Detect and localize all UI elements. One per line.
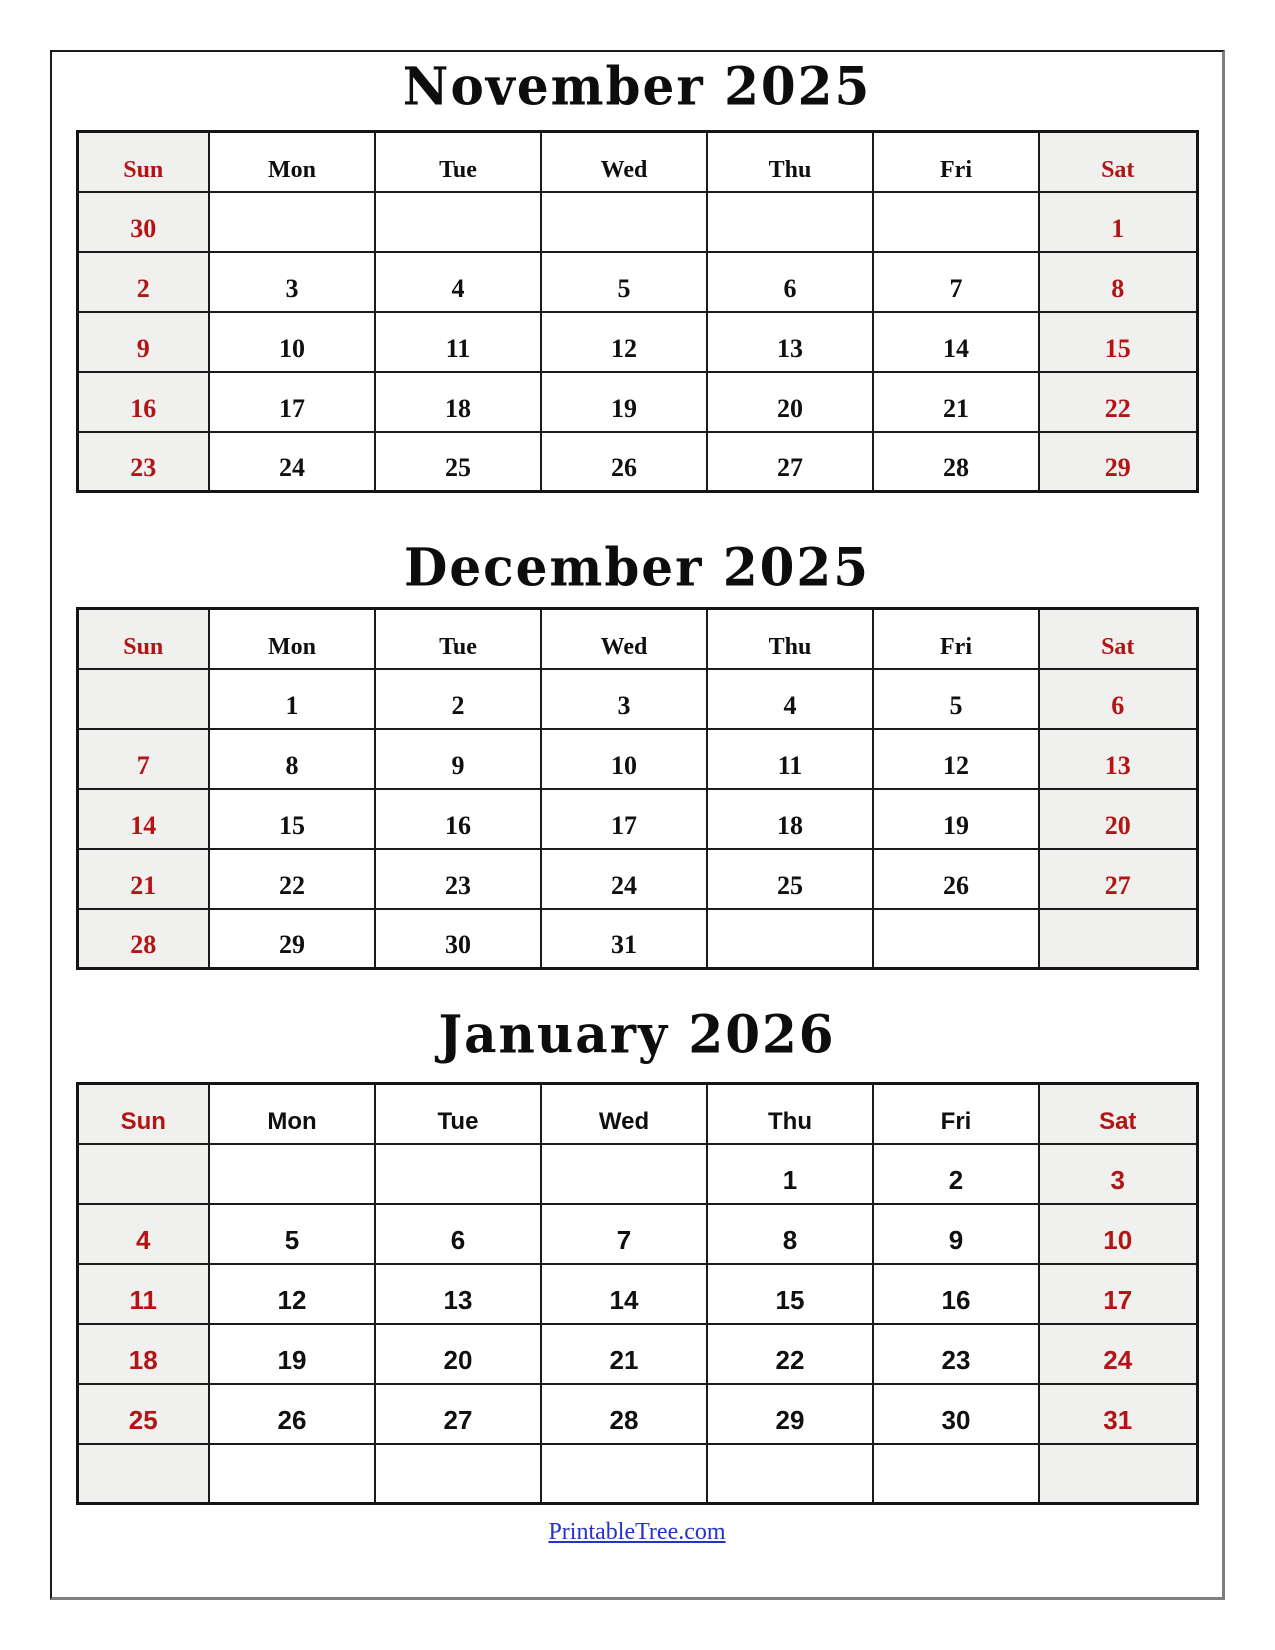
day-cell: 27 (707, 432, 873, 492)
week-row (77, 669, 1197, 729)
month-section (52, 56, 1222, 493)
day-cell: 12 (209, 1264, 375, 1324)
day-cell: 18 (375, 372, 541, 432)
day-cell (77, 1444, 209, 1504)
page-frame (50, 50, 1225, 1600)
day-cell (209, 1444, 375, 1504)
week-row (77, 1444, 1197, 1504)
day-cell: 27 (375, 1384, 541, 1444)
calendar-table (76, 130, 1199, 493)
weekday-header-cell: Sun (77, 1084, 209, 1144)
day-cell (1039, 1444, 1197, 1504)
weekday-header-cell: Mon (209, 1084, 375, 1144)
weekday-header-cell: Sat (1039, 609, 1197, 669)
weekday-header-cell: Tue (375, 1084, 541, 1144)
day-cell: 29 (209, 909, 375, 969)
day-cell: 11 (375, 312, 541, 372)
day-cell (541, 1144, 707, 1204)
day-cell: 3 (1039, 1144, 1197, 1204)
week-row (77, 789, 1197, 849)
week-row (77, 1144, 1197, 1204)
day-cell (707, 192, 873, 252)
day-cell: 2 (77, 252, 209, 312)
day-cell: 6 (375, 1204, 541, 1264)
day-cell: 20 (707, 372, 873, 432)
day-cell: 5 (873, 669, 1039, 729)
week-row (77, 1264, 1197, 1324)
day-cell: 25 (375, 432, 541, 492)
day-cell: 23 (77, 432, 209, 492)
month-title: January 2026 (438, 1003, 836, 1066)
day-cell: 19 (209, 1324, 375, 1384)
week-row (77, 192, 1197, 252)
day-cell: 22 (707, 1324, 873, 1384)
weekday-header-row (77, 132, 1197, 192)
day-cell: 24 (541, 849, 707, 909)
day-cell: 17 (209, 372, 375, 432)
week-row (77, 312, 1197, 372)
weekday-header-cell: Mon (209, 132, 375, 192)
page-footer (52, 1519, 1222, 1546)
day-cell: 1 (209, 669, 375, 729)
week-row (77, 729, 1197, 789)
day-cell: 28 (873, 432, 1039, 492)
day-cell: 2 (375, 669, 541, 729)
footer-link[interactable]: PrintableTree.com (548, 1519, 726, 1545)
day-cell: 26 (541, 432, 707, 492)
day-cell: 20 (375, 1324, 541, 1384)
day-cell: 1 (707, 1144, 873, 1204)
weekday-header-cell: Thu (707, 1084, 873, 1144)
day-cell: 18 (707, 789, 873, 849)
weekday-header-cell: Fri (873, 1084, 1039, 1144)
weekday-header-cell: Tue (375, 132, 541, 192)
day-cell: 31 (541, 909, 707, 969)
day-cell: 30 (77, 192, 209, 252)
day-cell: 28 (541, 1384, 707, 1444)
day-cell: 21 (541, 1324, 707, 1384)
day-cell: 4 (375, 252, 541, 312)
day-cell (375, 1444, 541, 1504)
month-title: November 2025 (402, 55, 872, 118)
weekday-header-cell: Tue (375, 609, 541, 669)
day-cell: 6 (1039, 669, 1197, 729)
day-cell: 8 (707, 1204, 873, 1264)
weekday-header-cell: Sun (77, 132, 209, 192)
day-cell: 24 (209, 432, 375, 492)
day-cell: 26 (873, 849, 1039, 909)
day-cell: 23 (873, 1324, 1039, 1384)
day-cell: 1 (1039, 192, 1197, 252)
day-cell: 12 (541, 312, 707, 372)
day-cell (873, 1444, 1039, 1504)
day-cell: 31 (1039, 1384, 1197, 1444)
day-cell: 17 (1039, 1264, 1197, 1324)
day-cell: 14 (873, 312, 1039, 372)
day-cell: 21 (77, 849, 209, 909)
week-row (77, 1324, 1197, 1384)
calendar-table (76, 607, 1199, 970)
day-cell: 10 (209, 312, 375, 372)
day-cell: 7 (541, 1204, 707, 1264)
day-cell: 13 (375, 1264, 541, 1324)
day-cell: 11 (707, 729, 873, 789)
day-cell: 16 (375, 789, 541, 849)
day-cell (1039, 909, 1197, 969)
day-cell (541, 1444, 707, 1504)
day-cell (375, 1144, 541, 1204)
day-cell (209, 192, 375, 252)
day-cell: 16 (873, 1264, 1039, 1324)
day-cell: 4 (707, 669, 873, 729)
weekday-header-cell: Wed (541, 1084, 707, 1144)
week-row (77, 1204, 1197, 1264)
weekday-header-cell: Thu (707, 609, 873, 669)
day-cell: 24 (1039, 1324, 1197, 1384)
weekday-header-cell: Wed (541, 132, 707, 192)
calendar-table (76, 1082, 1199, 1505)
month-section (52, 537, 1222, 970)
day-cell: 10 (1039, 1204, 1197, 1264)
day-cell: 27 (1039, 849, 1197, 909)
day-cell: 17 (541, 789, 707, 849)
weekday-header-cell: Thu (707, 132, 873, 192)
day-cell: 13 (707, 312, 873, 372)
day-cell: 8 (1039, 252, 1197, 312)
day-cell: 19 (873, 789, 1039, 849)
day-cell: 10 (541, 729, 707, 789)
month-title: December 2025 (403, 536, 870, 599)
weekday-header-cell: Wed (541, 609, 707, 669)
day-cell: 30 (375, 909, 541, 969)
day-cell: 14 (541, 1264, 707, 1324)
week-row (77, 849, 1197, 909)
day-cell: 12 (873, 729, 1039, 789)
weekday-header-cell: Mon (209, 609, 375, 669)
day-cell: 15 (707, 1264, 873, 1324)
weekday-header-cell: Sun (77, 609, 209, 669)
day-cell (375, 192, 541, 252)
day-cell: 21 (873, 372, 1039, 432)
day-cell: 20 (1039, 789, 1197, 849)
weekday-header-row (77, 609, 1197, 669)
day-cell (873, 192, 1039, 252)
day-cell: 23 (375, 849, 541, 909)
day-cell: 30 (873, 1384, 1039, 1444)
day-cell: 3 (541, 669, 707, 729)
months-container (52, 56, 1222, 1505)
week-row (77, 1384, 1197, 1444)
day-cell: 11 (77, 1264, 209, 1324)
week-row (77, 252, 1197, 312)
day-cell (707, 909, 873, 969)
day-cell: 5 (541, 252, 707, 312)
weekday-header-cell: Sat (1039, 132, 1197, 192)
day-cell: 4 (77, 1204, 209, 1264)
day-cell: 22 (209, 849, 375, 909)
day-cell: 9 (873, 1204, 1039, 1264)
day-cell: 29 (1039, 432, 1197, 492)
day-cell: 29 (707, 1384, 873, 1444)
month-section (52, 1004, 1222, 1505)
day-cell: 19 (541, 372, 707, 432)
day-cell: 26 (209, 1384, 375, 1444)
weekday-header-cell: Sat (1039, 1084, 1197, 1144)
day-cell (707, 1444, 873, 1504)
day-cell: 15 (209, 789, 375, 849)
weekday-header-row (77, 1084, 1197, 1144)
week-row (77, 909, 1197, 969)
day-cell: 14 (77, 789, 209, 849)
day-cell: 25 (707, 849, 873, 909)
day-cell (77, 669, 209, 729)
weekday-header-cell: Fri (873, 609, 1039, 669)
day-cell (77, 1144, 209, 1204)
day-cell (873, 909, 1039, 969)
day-cell: 22 (1039, 372, 1197, 432)
day-cell: 6 (707, 252, 873, 312)
day-cell: 25 (77, 1384, 209, 1444)
day-cell: 3 (209, 252, 375, 312)
day-cell (541, 192, 707, 252)
week-row (77, 432, 1197, 492)
day-cell: 16 (77, 372, 209, 432)
day-cell: 13 (1039, 729, 1197, 789)
day-cell (209, 1144, 375, 1204)
day-cell: 7 (77, 729, 209, 789)
week-row (77, 372, 1197, 432)
weekday-header-cell: Fri (873, 132, 1039, 192)
day-cell: 18 (77, 1324, 209, 1384)
day-cell: 15 (1039, 312, 1197, 372)
day-cell: 5 (209, 1204, 375, 1264)
day-cell: 28 (77, 909, 209, 969)
day-cell: 8 (209, 729, 375, 789)
day-cell: 9 (375, 729, 541, 789)
day-cell: 7 (873, 252, 1039, 312)
day-cell: 2 (873, 1144, 1039, 1204)
day-cell: 9 (77, 312, 209, 372)
